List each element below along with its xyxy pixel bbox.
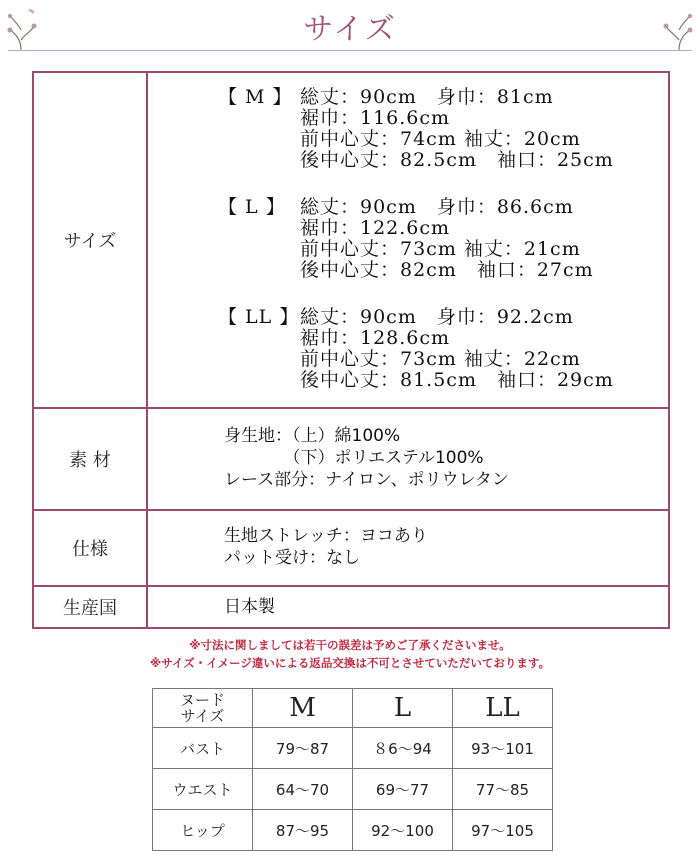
origin-row: [34, 587, 668, 627]
notes: [0, 636, 700, 672]
page-title: サイズ: [303, 12, 397, 47]
size-measurements: [300, 197, 594, 281]
size-tag: 【 M 】: [218, 86, 293, 108]
nude-cell: 93～101: [453, 728, 553, 769]
nude-cell: 97～105: [453, 810, 553, 851]
spec-lines: [224, 525, 428, 569]
spec-line: パット受け：なし: [224, 548, 360, 568]
measurement-line: 総丈：90cm 身巾：92.2cm: [300, 306, 574, 328]
table-row: [153, 728, 553, 769]
measurement-line: 裾巾：122.6cm: [300, 217, 451, 239]
measurement-line: 後中心丈：81.5cm 袖口：29cm: [300, 369, 614, 391]
measurement-line: 前中心丈：73cm 袖丈：22cm: [300, 348, 581, 370]
spec-line: 生地ストレッチ：ヨコあり: [224, 526, 428, 546]
measurement-line: 後中心丈：82cm 袖口：27cm: [300, 259, 594, 281]
page-header: [0, 0, 700, 56]
size-measurements: [300, 87, 614, 171]
corner-line: サイズ: [180, 707, 225, 725]
header-divider: [8, 50, 692, 51]
measurement-line: 後中心丈：82.5cm 袖口：25cm: [300, 149, 614, 171]
measurement-line: 裾巾：116.6cm: [300, 107, 451, 129]
size-row: [34, 73, 668, 409]
table-row: [153, 769, 553, 810]
measurement-line: 総丈：90cm 身巾：86.6cm: [300, 196, 574, 218]
material-line: 身生地：（上）綿100%: [224, 426, 401, 446]
material-line: （下）ポリエステル100%: [224, 448, 484, 468]
origin-row-content: [150, 587, 668, 627]
nude-size-table: [152, 688, 553, 851]
material-row-content: [150, 409, 668, 509]
table-row: [153, 810, 553, 851]
note-line: ※寸法に関しましては若干の誤差は予めご了承くださいませ。: [189, 638, 511, 652]
spec-row: [34, 511, 668, 587]
nude-cell: 77～85: [453, 769, 553, 810]
spec-row-label: 仕様: [34, 511, 148, 585]
nude-cell: 79～87: [253, 728, 353, 769]
material-line: レース部分：ナイロン、ポリウレタン: [224, 470, 509, 490]
note-line: ※サイズ・イメージ違いによる返品交換は不可とさせていただいております。: [150, 656, 550, 670]
nude-size-header: LL: [453, 689, 553, 728]
nude-corner-label: [153, 689, 253, 728]
nude-row-label: バスト: [153, 728, 253, 769]
size-row-content: [150, 73, 668, 407]
measurement-line: 前中心丈：74cm 袖丈：20cm: [300, 128, 581, 150]
nude-cell: 64～70: [253, 769, 353, 810]
corner-line: ヌード: [179, 691, 225, 709]
material-row: [34, 409, 668, 511]
nude-cell: 92～100: [353, 810, 453, 851]
size-tag: 【 LL 】: [218, 306, 300, 328]
nude-cell: 87～95: [253, 810, 353, 851]
nude-table-header-row: [153, 689, 553, 728]
floral-ornament-icon: [662, 6, 696, 52]
size-row-label: サイズ: [34, 73, 148, 407]
material-lines: [224, 425, 509, 491]
measurement-line: 前中心丈：73cm 袖丈：21cm: [300, 238, 581, 260]
size-measurements: [300, 307, 614, 391]
nude-size-header: L: [353, 689, 453, 728]
nude-row-label: ヒップ: [153, 810, 253, 851]
nude-row-label: ウエスト: [153, 769, 253, 810]
nude-size-header: M: [253, 689, 353, 728]
size-tag: 【 L 】: [218, 196, 286, 218]
nude-cell: 69～77: [353, 769, 453, 810]
spec-table: [32, 71, 670, 629]
origin-row-label: 生産国: [34, 587, 148, 627]
measurement-line: 総丈：90cm 身巾：81cm: [300, 86, 554, 108]
nude-cell: ８6～94: [353, 728, 453, 769]
origin-value: 日本製: [224, 597, 275, 617]
material-row-label: 素 材: [34, 409, 148, 509]
measurement-line: 裾巾：128.6cm: [300, 327, 451, 349]
spec-row-content: [150, 511, 668, 585]
